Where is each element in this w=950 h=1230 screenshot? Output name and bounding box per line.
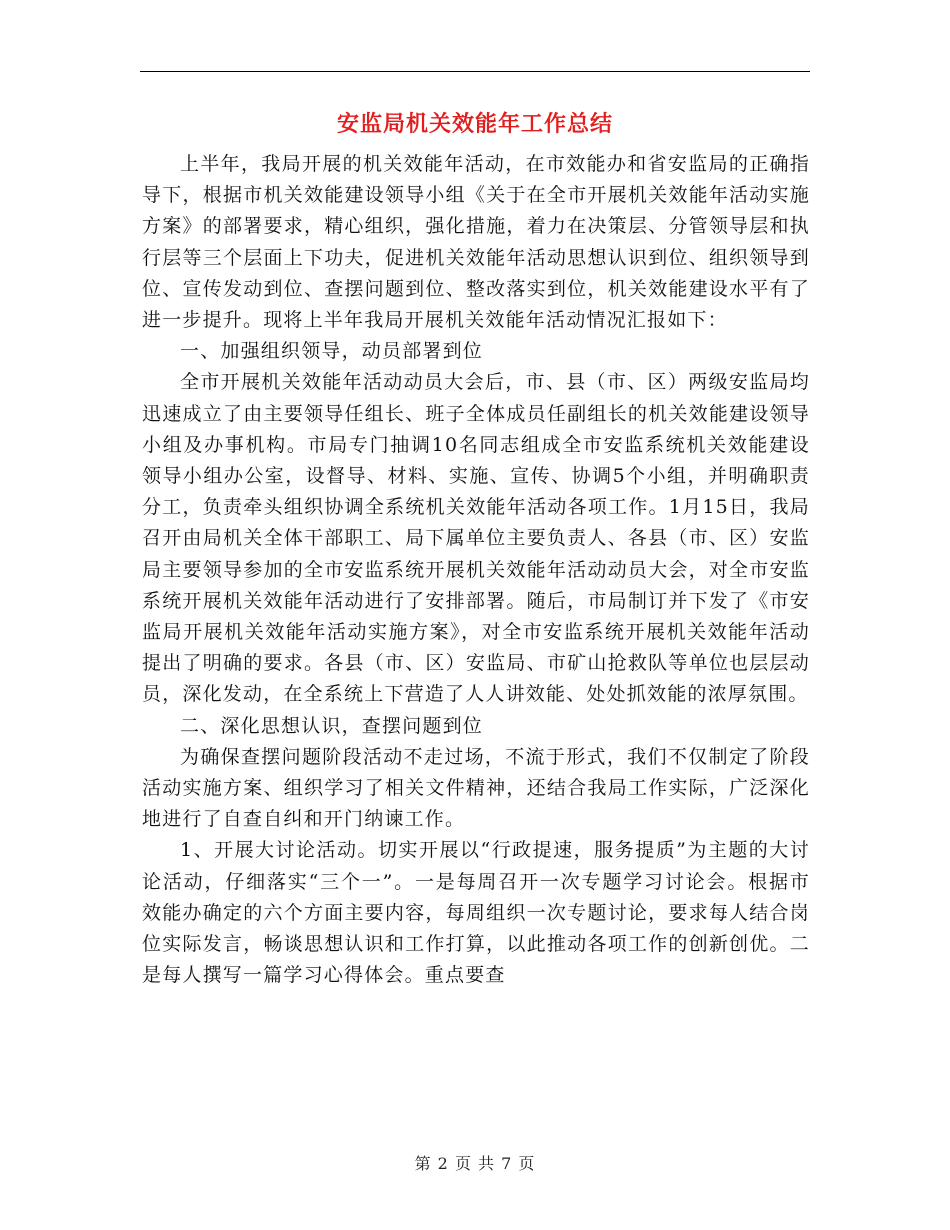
section-heading-2: 二、深化思想认识，查摆问题到位 [180, 714, 484, 737]
header-rule [140, 71, 810, 72]
document-body [142, 149, 810, 991]
page-number: 第 2 页 共 7 页 [414, 1154, 536, 1173]
paragraph-intro: 上半年，我局开展的机关效能年活动，在市效能办和省安监局的正确指导下，根据市机关效能建设领导小组《关于在全市开展机关效能年活动实施方案》的部署要求，精心组织，强化措施，着力在决策层、分管领导层和执行层等三个层面上下功夫，促进机关效能年活动思想认识到位、组织领导到位、宣传发动到位、查摆问题到位、整改落实到位，机关效能建设水平有了进一步提升。现将上半年我局开展机关效能年活动情况汇报如下： [142, 153, 810, 332]
document-title: 安监局机关效能年工作总结 [336, 111, 613, 137]
paragraph-section-1: 全市开展机关效能年活动动员大会后，市、县（市、区）两级安监局均迅速成立了由主要领导任组长、班子全体成员任副组长的机关效能建设领导小组及办事机构。市局专门抽调10名同志组成全市安监系统机关效能建设领导小组办公室，设督导、材料、实施、宣传、协调5个小组，并明确职责分工，负责牵头组织协调全系统机关效能年活动各项工作。1月15日，我局召开由局机关全体干部职工、局下属单位主要负责人、各县（市、区）安监局主要领导参加的全市安监系统开展机关效能年活动动员大会，对全市安监系统开展机关效能年活动进行了安排部署。随后，市局制订并下发了《市安监局开展机关效能年活动实施方案》，对全市安监系统开展机关效能年活动提出了明确的要求。各县（市、区）安监局、市矿山抢救队等单位也层层动员，深化发动，在全系统上下营造了人人讲效能、处处抓效能的浓厚氛围。 [142, 371, 810, 706]
paragraph-section-2: 为确保查摆问题阶段活动不走过场，不流于形式，我们不仅制定了阶段活动实施方案、组织学习了相关文件精神，还结合我局工作实际，广泛深化地进行了自查自纠和开门纳谏工作。 [142, 745, 810, 831]
section-heading-1: 一、加强组织领导，动员部署到位 [180, 340, 484, 363]
paragraph-item-1: 1、开展大讨论活动。切实开展以“行政提速，服务提质”为主题的大讨论活动，仔细落实“三个一”。一是每周召开一次专题学习讨论会。根据市效能办确定的六个方面主要内容，每周组织一次专题讨论，要求每人结合岗位实际发言，畅谈思想认识和工作打算，以此推动各项工作的创新创优。二是每人撰写一篇学习心得体会。重点要查 [142, 839, 810, 987]
